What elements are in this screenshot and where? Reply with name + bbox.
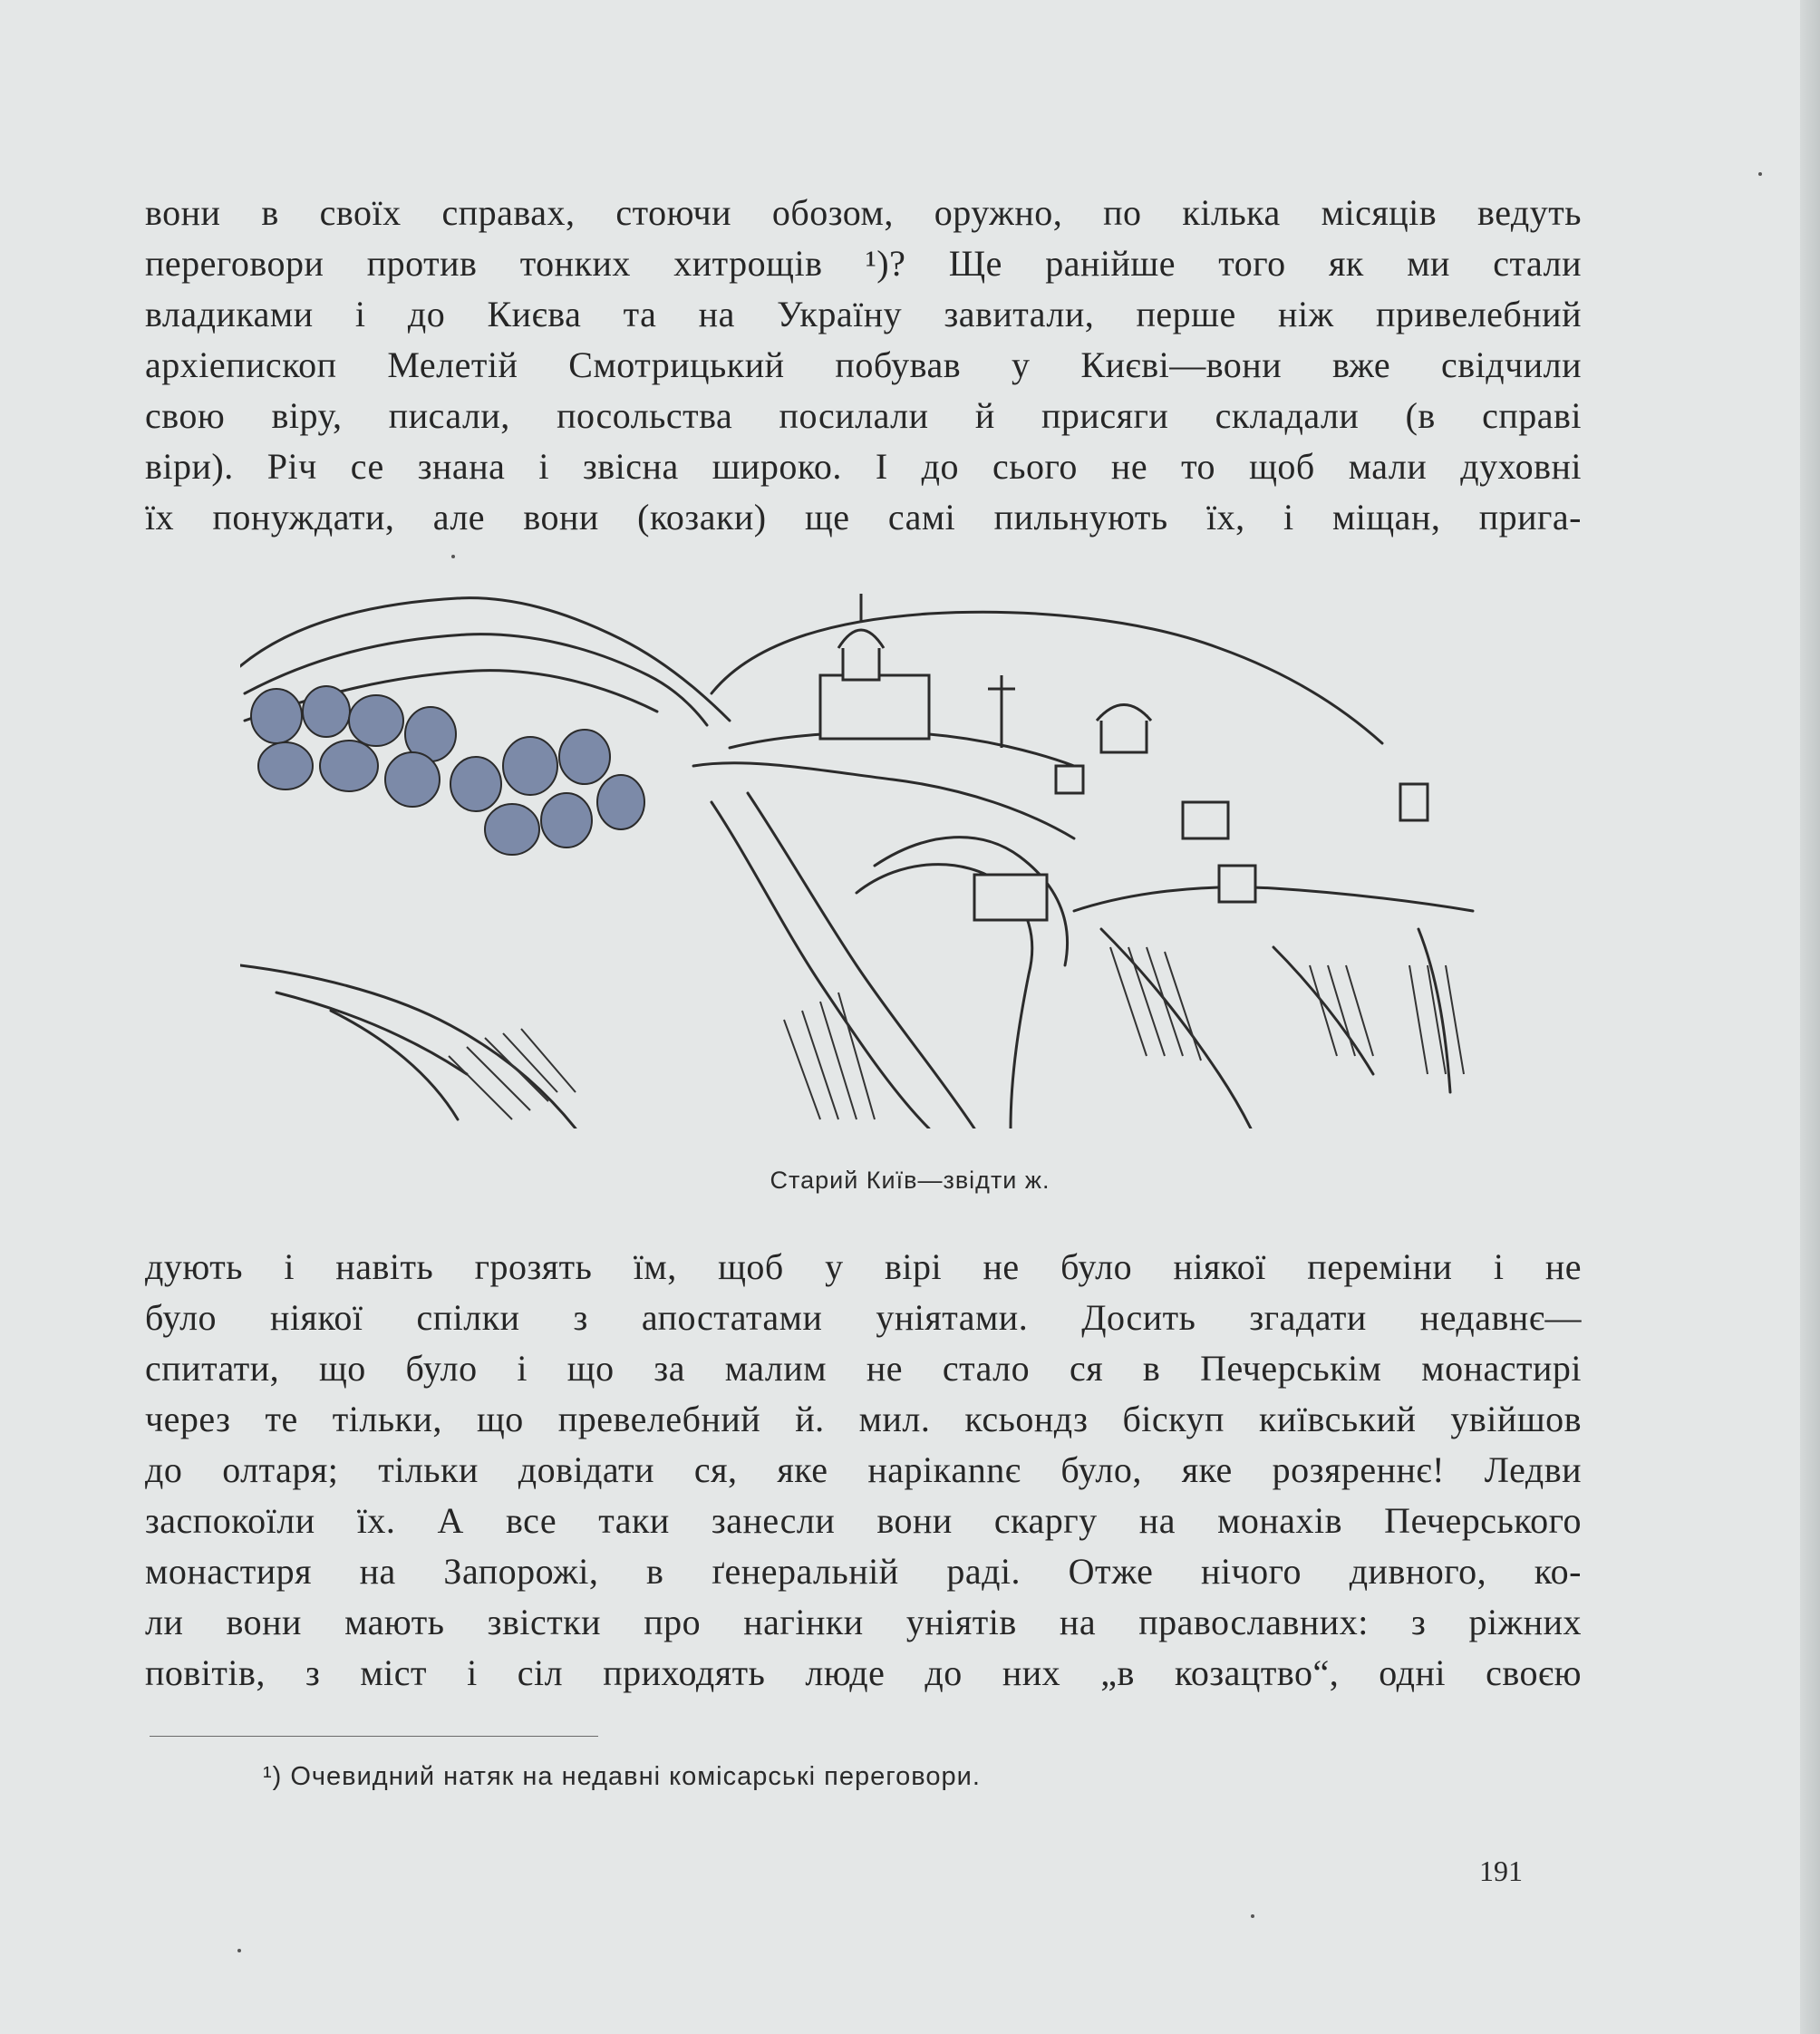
page-edge bbox=[1800, 0, 1820, 2034]
text-line: владиками і до Києва та на Україну завитали, перше ніж привелебний bbox=[145, 294, 1582, 334]
text-line: повітів, з міст і сіл приходять люде до них „в козацтво“, одні своєю bbox=[145, 1652, 1582, 1693]
text-line: віри). Річ се знана і звісна широко. І до сього не то щоб мали духовні bbox=[145, 446, 1582, 487]
paper-speck bbox=[237, 1949, 241, 1952]
paper-speck bbox=[1758, 172, 1762, 176]
bottom-paragraph bbox=[145, 1242, 1582, 1699]
text-line: було ніякої спілки з апостатами уніятами. Досить згадати недавнє— bbox=[145, 1297, 1582, 1338]
text-line: дують і навіть грозять їм, щоб у вірі не було ніякої переміни і не bbox=[145, 1246, 1582, 1287]
paper-speck bbox=[1251, 1914, 1254, 1918]
text-line: монастиря на Запорожі, в ґенеральній раді. Отже нічого дивного, ко- bbox=[145, 1551, 1582, 1592]
text-line: їх понуждати, але вони (козаки) ще самі пильнують їх, і міщан, прига- bbox=[145, 497, 1582, 538]
text-line: до олтаря; тільки довідати ся, яке нарікannє було, яке розяреннє! Ледви bbox=[145, 1449, 1582, 1490]
old-kyiv-engraving bbox=[240, 585, 1500, 1128]
paper-speck bbox=[451, 555, 455, 558]
figure-caption: Старий Київ—звідти ж. bbox=[770, 1167, 1050, 1194]
text-line: заспокоїли їх. А все таки занесли вони скаргу на монахів Печерського bbox=[145, 1500, 1582, 1541]
text-line: вони в своїх справах, стоючи обозом, оружно, по кілька місяців ведуть bbox=[145, 192, 1582, 233]
top-paragraph bbox=[145, 188, 1582, 543]
text-line: переговори против тонких хитрощів ¹)? Ще ранійше того як ми стали bbox=[145, 243, 1582, 284]
footnote: ¹) Очевидний натяк на недавні комісарські переговори. bbox=[263, 1762, 981, 1791]
footnote-separator bbox=[150, 1736, 598, 1737]
engraving-illustration bbox=[240, 585, 1500, 1128]
text-line: ли вони мають звістки про нагінки уніятів на православних: з ріжних bbox=[145, 1602, 1582, 1642]
text-line: спитати, що було і що за малим не стало ся в Печерськім монастирі bbox=[145, 1348, 1582, 1389]
text-line: свою віру, писали, посольства посилали й присяги складали (в справі bbox=[145, 395, 1582, 436]
page-number: 191 bbox=[1479, 1855, 1523, 1887]
text-line: через те тільки, що превелебний й. мил. ксьондз біскуп київський увійшов bbox=[145, 1399, 1582, 1439]
text-line: архіепископ Мелетій Смотрицький побував у Києві—вони вже свідчили bbox=[145, 344, 1582, 385]
